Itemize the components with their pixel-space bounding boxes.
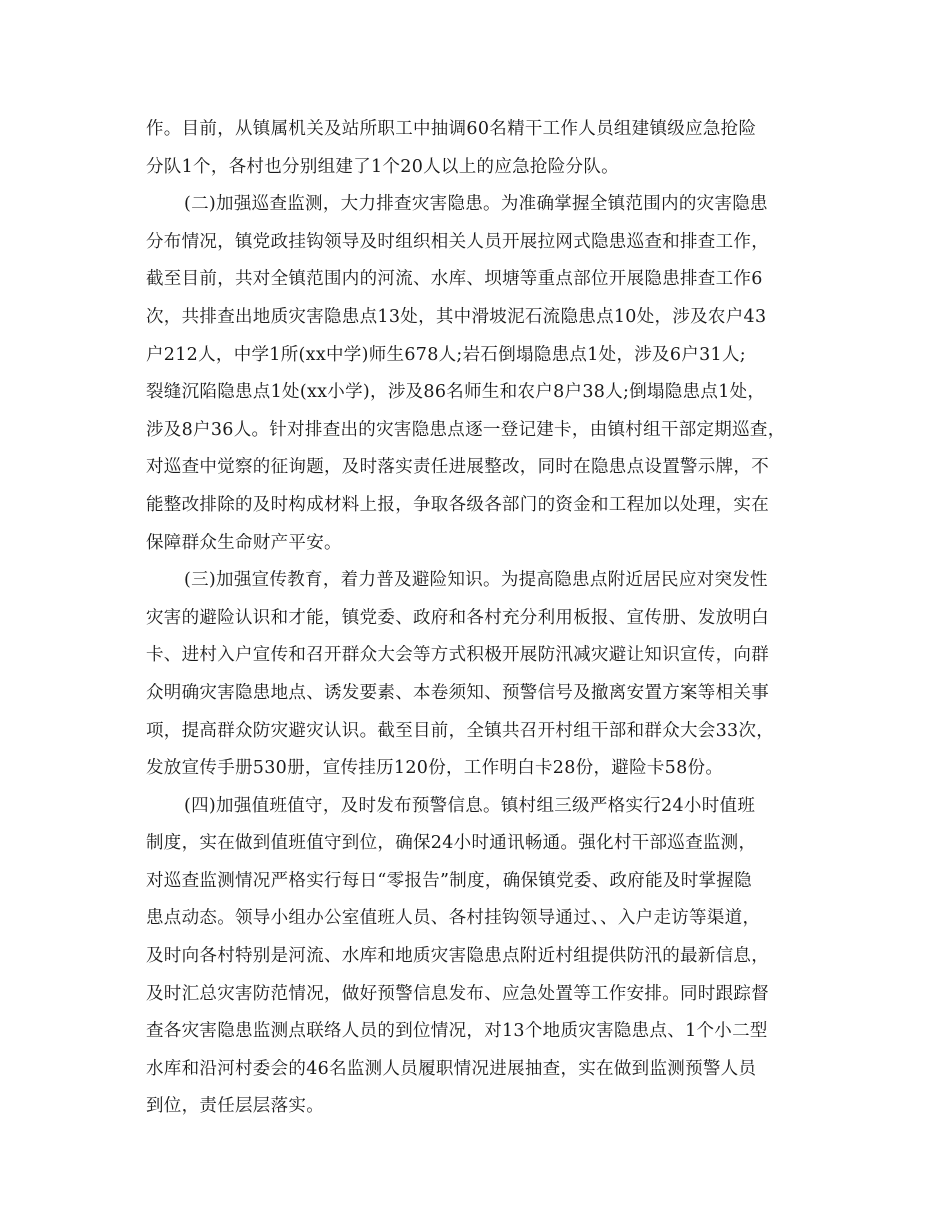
text-line: 次，共排查出地质灾害隐患点13处，其中滑坡泥石流隐患点10处，涉及农户43 <box>146 306 767 327</box>
text-line: 水库和沿河村委会的46名监测人员履职情况进展抽查，实在做到监测预警人员 <box>146 1058 757 1079</box>
text-line: 项，提高群众防灾避灾认识。截至目前，全镇共召开村组干部和群众大会33次， <box>146 720 775 741</box>
text-line: 裂缝沉陷隐患点1处(xx小学)，涉及86名师生和农户8户38人;倒塌隐患点1处， <box>146 382 766 403</box>
text-line: 分队1个，各村也分别组建了1个20人以上的应急抢险分队。 <box>146 156 619 177</box>
text-line: 作。目前，从镇属机关及站所职工中抽调60名精干工作人员组建镇级应急抢险 <box>146 119 757 139</box>
text-line: 患点动态。领导小组办公室值班人员、各村挂钩领导通过、、入户走访等渠道， <box>146 908 761 929</box>
text-line: 对巡查监测情况严格实行每日“零报告”制度，确保镇党委、政府能及时掌握隐 <box>146 870 752 891</box>
text-line: 户212人，中学1所(xx中学)师生678人;岩石倒塌隐患点1处，涉及6户31人; <box>146 344 746 365</box>
text-line: 对巡查中觉察的征询题，及时落实责任进展整改，同时在隐患点设置警示牌，不 <box>146 457 769 478</box>
text-line: 灾害的避险认识和才能，镇党委、政府和各村充分利用板报、宣传册、发放明白 <box>146 607 769 628</box>
paragraph-1 <box>146 111 826 186</box>
paragraph-3 <box>146 562 826 788</box>
text-line: 涉及8户36人。针对排查出的灾害隐患点逐一登记建卡，由镇村组干部定期巡查， <box>146 419 786 440</box>
text-line: 及时汇总灾害防范情况，做好预警信息发布、应急处置等工作安排。同时跟踪督 <box>146 983 769 1004</box>
paragraph-4 <box>146 788 826 1126</box>
text-line: 截至目前，共对全镇范围内的河流、水库、坝塘等重点部位开展隐患排查工作6 <box>146 269 763 290</box>
text-line: 分布情况，镇党政挂钩领导及时组织相关人员开展拉网式隐患巡查和排查工作， <box>146 231 769 252</box>
text-line: 能整改排除的及时构成材料上报，争取各级各部门的资金和工程加以处理，实在 <box>146 494 769 515</box>
text-line: (二)加强巡查监测，大力排查灾害隐患。为准确掌握全镇范围内的灾害隐患 <box>184 194 768 215</box>
text-line: 卡、进村入户宣传和召开群众大会等方式积极开展防汛减灾避让知识宣传，向群 <box>146 645 769 666</box>
text-line: 保障群众生命财产平安。 <box>146 532 342 553</box>
text-line: (三)加强宣传教育，着力普及避险知识。为提高隐患点附近居民应对突发性 <box>184 570 768 591</box>
text-line: (四)加强值班值守，及时发布预警信息。镇村组三级严格实行24小时值班 <box>184 795 756 816</box>
text-line: 及时向各村特别是河流、水库和地质灾害隐患点附近村组提供防汛的最新信息， <box>146 946 769 967</box>
text-line: 众明确灾害隐患地点、诱发要素、本卷须知、预警信号及撤离安置方案等相关事 <box>146 682 769 703</box>
document-body <box>146 111 826 1126</box>
text-line: 制度，实在做到值班值守到位，确保24小时通讯畅通。强化村干部巡查监测， <box>146 833 757 854</box>
text-line: 到位，责任层层落实。 <box>146 1096 324 1117</box>
text-line: 发放宣传手册530册，宣传挂历120份，工作明白卡28份，避险卡58份。 <box>146 758 724 779</box>
text-line: 查各灾害隐患监测点联络人员的到位情况，对13个地质灾害隐患点、1个小二型 <box>146 1021 768 1042</box>
paragraph-2 <box>146 186 826 562</box>
